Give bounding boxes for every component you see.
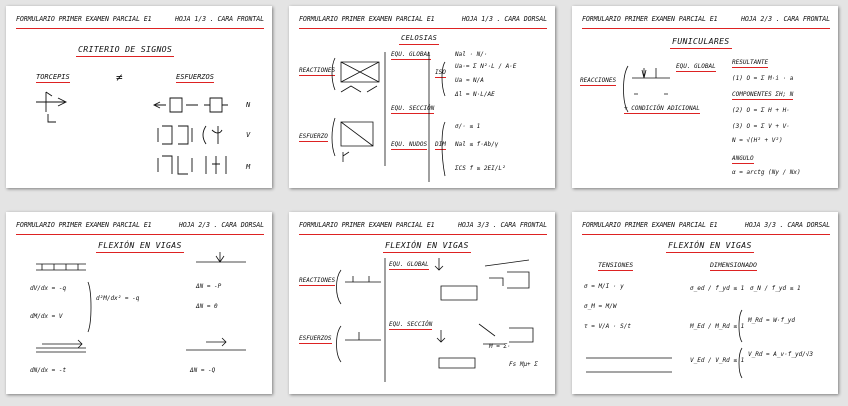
label-eq-global: EQU. GLOBAL: [676, 63, 716, 70]
formula-1: (1) O = Σ M·i · a: [732, 75, 794, 82]
header-right: HOJA 2/3 . CARA FRONTAL: [740, 15, 830, 23]
sketch-sign-convention: [6, 6, 272, 188]
label-efforts: ESFUERZOS: [299, 335, 332, 342]
label-tensions: TENSIONES: [598, 261, 634, 269]
header-rule: [582, 28, 830, 29]
formula-2: Ua·= Σ N²·L / A·E: [455, 63, 517, 70]
label-sizing: DIMENSIONADO: [710, 261, 757, 269]
slide-thumbnail-2[interactable]: [289, 6, 555, 188]
label-efforts: ESFUERZO: [299, 133, 328, 140]
formula-5: σ/· ≤ 1: [455, 123, 481, 130]
header-right: HOJA 1/3 . CARA DORSAL: [461, 15, 547, 23]
label-eq-section: EQU. SECCIÓN: [389, 321, 433, 328]
label-eq-global: EQU. GLOBAL: [391, 51, 431, 58]
label-condition: + CONDICIÓN ADICIONAL: [624, 105, 700, 112]
slide-title: FLEXIÓN EN VIGAS: [385, 240, 469, 250]
slide-thumbnail-3[interactable]: [572, 6, 838, 188]
header-left: FORMULARIO PRIMER EXAMEN PARCIAL E1: [582, 221, 718, 229]
neq-sign: ≠: [116, 71, 123, 84]
formula-4: σ_ed / f_yd ≤ 1: [690, 285, 745, 292]
slide-title: CELOSIAS: [401, 34, 438, 42]
slide-header: [299, 15, 547, 27]
formula-3: τ = V/A · S/t: [584, 323, 631, 330]
header-right: HOJA 1/3 . CARA FRONTAL: [174, 15, 264, 23]
formula-7: V_Ed / V_Rd ≤ 1: [690, 357, 745, 364]
slide-header: [299, 221, 547, 233]
formula-1: σ = M/I · y: [584, 283, 624, 290]
formula-1: M = Σ·: [489, 343, 511, 350]
label-n: N: [246, 101, 251, 109]
formula-9: V_Rd = A_v·f_yd/√3: [748, 351, 814, 358]
label-resultant: RESULTANTE: [732, 59, 769, 66]
formula-3: (3) O = Σ V + V·: [732, 123, 790, 130]
formula-4: ΔN = -P: [196, 283, 222, 290]
formula-2: σ_M = M/W: [584, 303, 617, 310]
label-right: ESFUERZOS: [176, 73, 214, 81]
slide-header: [582, 15, 830, 27]
header-right: HOJA 3/3 . CARA FRONTAL: [457, 221, 547, 229]
label-v: V: [246, 131, 251, 139]
slide-thumbnail-6[interactable]: [572, 212, 838, 394]
header-rule: [16, 28, 264, 29]
label-m: M: [246, 163, 251, 171]
slide-thumbnail-5[interactable]: [289, 212, 555, 394]
header-rule: [299, 234, 547, 235]
slide-title: FLEXIÓN EN VIGAS: [98, 240, 182, 250]
formula-2: d²M/dx² = -q: [96, 295, 140, 302]
slide-title: CRITERIO DE SIGNOS: [78, 44, 173, 54]
label-angle: ANGULO: [732, 155, 754, 162]
formula-5: σ_N / f_yd ≤ 1: [750, 285, 801, 292]
slide-header: [16, 221, 264, 233]
formula-6: dN/dx = -t: [30, 367, 67, 374]
header-right: HOJA 2/3 . CARA DORSAL: [178, 221, 264, 229]
label-reactions: REACTIONES: [299, 277, 336, 284]
formula-6: Nal ≤ f·Ab/γ: [455, 141, 499, 148]
label-eq-global: EQU. GLOBAL: [389, 261, 429, 268]
label-reactions: REACCIONES: [580, 77, 617, 84]
formula-5: α = arctg (Ny / Nx): [732, 169, 801, 176]
slide-title: FUNICULARES: [672, 36, 730, 46]
formula-7: ΣCS f ≥ 2EI/L²: [455, 165, 506, 172]
header-left: FORMULARIO PRIMER EXAMEN PARCIAL E1: [299, 221, 435, 229]
slide-thumbnail-1[interactable]: [6, 6, 272, 188]
formula-8: M_Rd = W·f_yd: [748, 317, 795, 324]
label-components: COMPONENTES ΣH; N: [732, 91, 794, 98]
header-right: HOJA 3/3 . CARA DORSAL: [744, 221, 830, 229]
formula-4: N = √(H² + V²): [732, 137, 783, 144]
slide-title: FLEXIÓN EN VIGAS: [668, 240, 752, 250]
formula-7: ΔN = -Q: [190, 367, 216, 374]
formula-6: M_Ed / M_Rd ≤ 1: [690, 323, 745, 330]
header-left: FORMULARIO PRIMER EXAMEN PARCIAL E1: [299, 15, 435, 23]
header-rule: [299, 28, 547, 29]
formula-4: Δl = N·L/AE: [455, 91, 495, 98]
formula-1: Nal · N/·: [455, 51, 488, 58]
formula-1: dV/dx = -q: [30, 285, 67, 292]
header-left: FORMULARIO PRIMER EXAMEN PARCIAL E1: [16, 15, 152, 23]
label-eq-section: EQU. SECCIÓN: [391, 105, 435, 112]
sketch-funicular: [572, 6, 838, 188]
formula-2: (2) O = Σ H + H·: [732, 107, 790, 114]
header-left: FORMULARIO PRIMER EXAMEN PARCIAL E1: [582, 15, 718, 23]
label-iso: ISO: [435, 69, 446, 76]
label-dim: DIM: [435, 141, 446, 148]
slide-thumbnail-4[interactable]: [6, 212, 272, 394]
formula-3: dM/dx = V: [30, 313, 63, 320]
slide-header: [582, 221, 830, 233]
label-reactions: REACTIONES: [299, 67, 336, 74]
header-rule: [582, 234, 830, 235]
formula-2: Fs Mμ+ Σ: [509, 361, 538, 368]
label-left: TORCEPIS: [36, 73, 70, 81]
slide-header: [16, 15, 264, 27]
header-rule: [16, 234, 264, 235]
formula-5: ΔN = 0: [196, 303, 218, 310]
header-left: FORMULARIO PRIMER EXAMEN PARCIAL E1: [16, 221, 152, 229]
label-eq-nodes: EQU. NUDOS: [391, 141, 428, 148]
formula-3: Ua ≈ N/A: [455, 77, 484, 84]
